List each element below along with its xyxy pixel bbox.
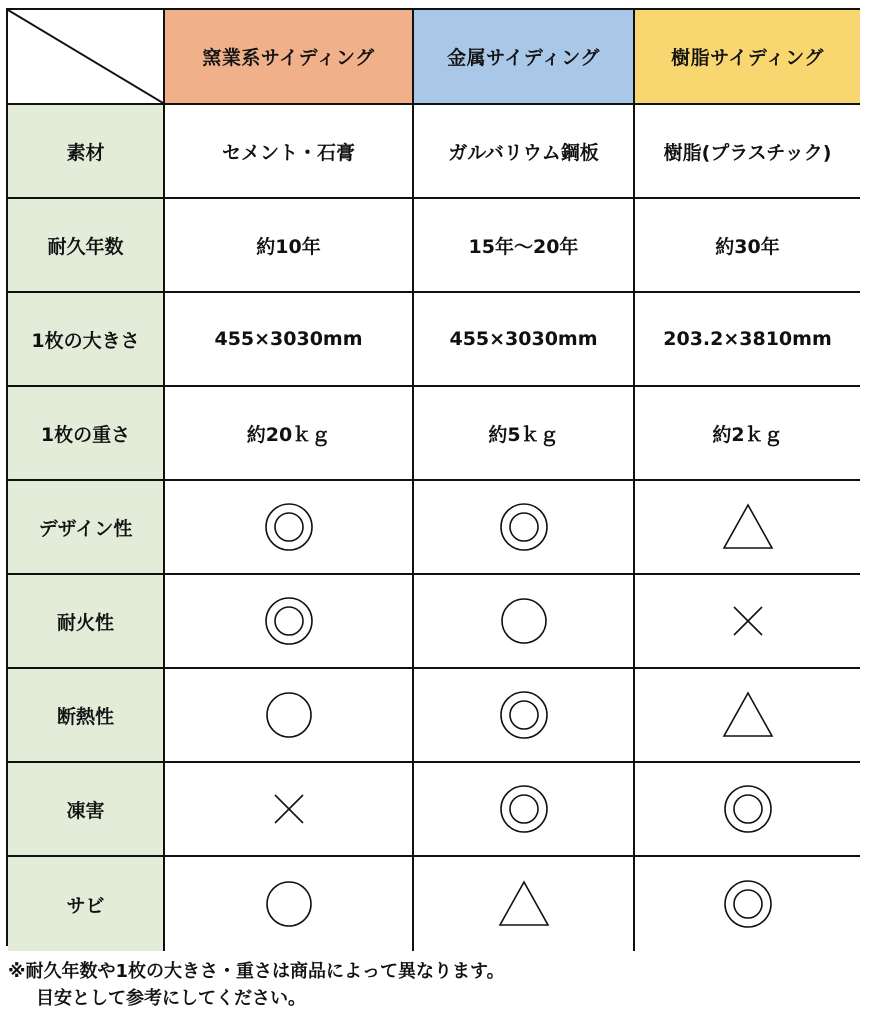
rating-fire-resin xyxy=(635,575,860,669)
cell-durability-resin: 約30年 xyxy=(635,199,860,293)
row-label-durability: 耐久年数 xyxy=(8,199,165,293)
cell-size-ceramic: 455×3030mm xyxy=(165,293,414,387)
row-label-fire-resistance: 耐火性 xyxy=(8,575,165,669)
cell-weight-resin: 約2ｋｇ xyxy=(635,387,860,481)
footnote xyxy=(8,958,858,1012)
rating-design-ceramic xyxy=(165,481,414,575)
rating-design-resin xyxy=(635,481,860,575)
cross-icon xyxy=(263,783,315,835)
circle-icon xyxy=(498,595,550,647)
rating-insulation-resin xyxy=(635,669,860,763)
row-label-design: デザイン性 xyxy=(8,481,165,575)
double-circle-icon xyxy=(722,783,774,835)
cell-material-resin: 樹脂(プラスチック) xyxy=(635,105,860,199)
cell-material-ceramic: セメント・石膏 xyxy=(165,105,414,199)
cell-durability-metal: 15年〜20年 xyxy=(414,199,635,293)
row-label-weight: 1枚の重さ xyxy=(8,387,165,481)
rating-rust-resin xyxy=(635,857,860,951)
cell-weight-ceramic: 約20ｋｇ xyxy=(165,387,414,481)
diagonal-line xyxy=(8,10,163,103)
comparison-table xyxy=(6,8,860,946)
circle-icon xyxy=(263,878,315,930)
row-label-size: 1枚の大きさ xyxy=(8,293,165,387)
double-circle-icon xyxy=(498,783,550,835)
rating-fire-metal xyxy=(414,575,635,669)
cross-icon xyxy=(722,595,774,647)
rating-insulation-ceramic xyxy=(165,669,414,763)
header-ceramic-siding: 窯業系サイディング xyxy=(165,10,414,105)
row-label-frost-damage: 凍害 xyxy=(8,763,165,857)
rating-insulation-metal xyxy=(414,669,635,763)
triangle-icon xyxy=(722,501,774,553)
footnote-line-1: ※耐久年数や1枚の大きさ・重さは商品によって異なります。 xyxy=(8,961,505,982)
cell-material-metal: ガルバリウム鋼板 xyxy=(414,105,635,199)
corner-cell xyxy=(8,10,165,105)
triangle-icon xyxy=(722,689,774,741)
rating-frost-resin xyxy=(635,763,860,857)
rating-frost-metal xyxy=(414,763,635,857)
row-label-insulation: 断熱性 xyxy=(8,669,165,763)
rating-rust-metal xyxy=(414,857,635,951)
cell-size-resin: 203.2×3810mm xyxy=(635,293,860,387)
circle-icon xyxy=(263,689,315,741)
double-circle-icon xyxy=(263,595,315,647)
cell-durability-ceramic: 約10年 xyxy=(165,199,414,293)
double-circle-icon xyxy=(498,689,550,741)
cell-weight-metal: 約5ｋｇ xyxy=(414,387,635,481)
row-label-material: 素材 xyxy=(8,105,165,199)
rating-rust-ceramic xyxy=(165,857,414,951)
triangle-icon xyxy=(498,878,550,930)
rating-frost-ceramic xyxy=(165,763,414,857)
rating-fire-ceramic xyxy=(165,575,414,669)
header-metal-siding: 金属サイディング xyxy=(414,10,635,105)
footnote-line-2: 目安として参考にしてください。 xyxy=(36,988,306,1009)
double-circle-icon xyxy=(498,501,550,553)
header-resin-siding: 樹脂サイディング xyxy=(635,10,860,105)
row-label-rust: サビ xyxy=(8,857,165,951)
double-circle-icon xyxy=(263,501,315,553)
cell-size-metal: 455×3030mm xyxy=(414,293,635,387)
rating-design-metal xyxy=(414,481,635,575)
double-circle-icon xyxy=(722,878,774,930)
